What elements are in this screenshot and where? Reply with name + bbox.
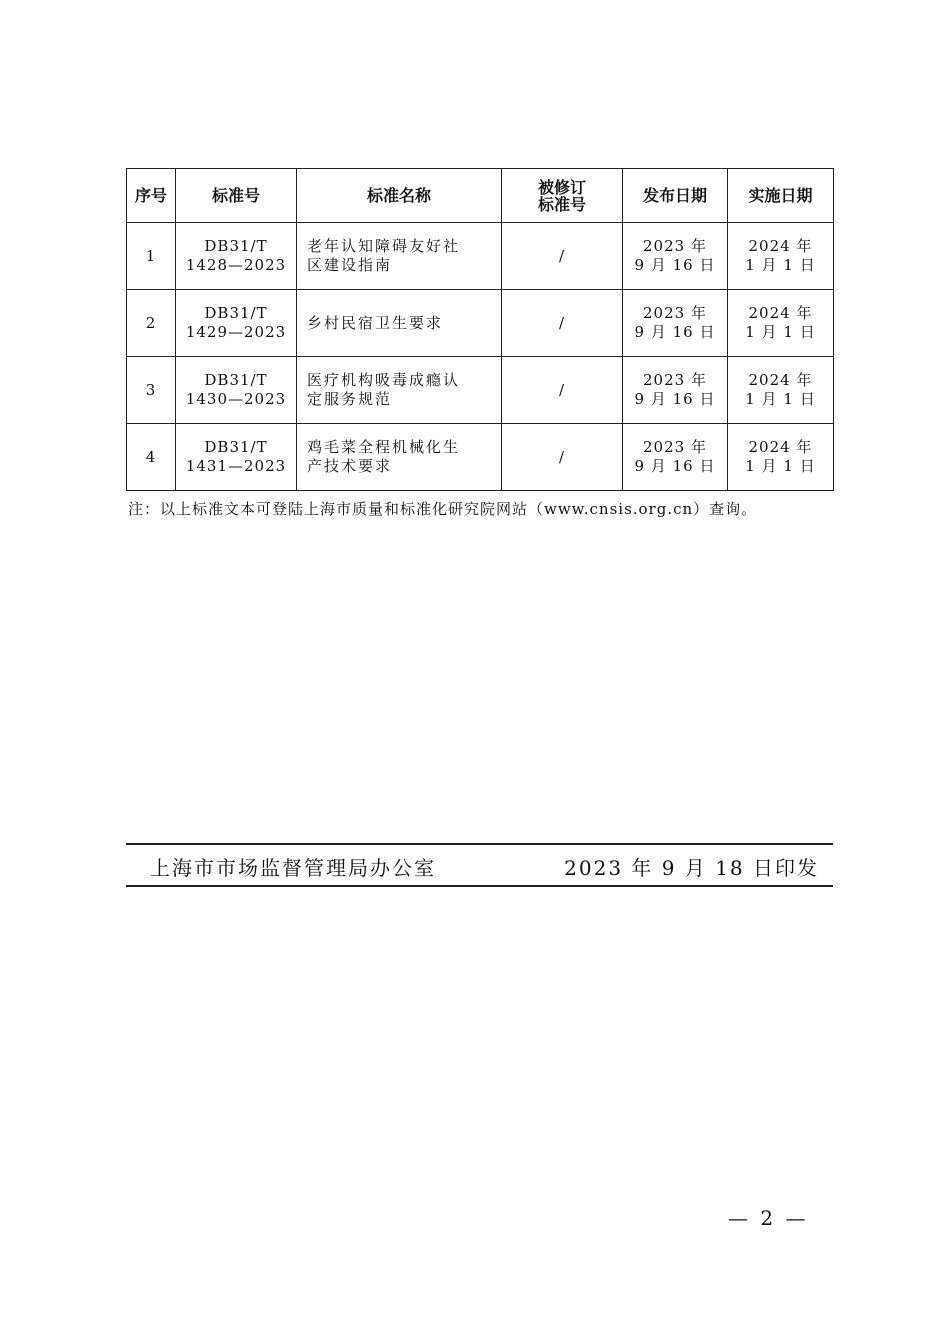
cell-seq: 2	[127, 290, 176, 357]
cell-code: DB31/T 1430—2023	[176, 357, 297, 424]
cell-effective-date: 2024 年 1 月 1 日	[728, 223, 834, 290]
cell-code: DB31/T 1431—2023	[176, 424, 297, 491]
header-standard-name: 标准名称	[297, 169, 502, 223]
header-revised-code: 被修订 标准号	[502, 169, 623, 223]
cell-revised: /	[502, 357, 623, 424]
cell-name: 鸡毛菜全程机械化生 产技术要求	[297, 424, 502, 491]
standards-table	[126, 168, 834, 491]
issue-date: 2023 年 9 月 18 日印发	[564, 856, 819, 880]
cell-name: 医疗机构吸毒成瘾认 定服务规范	[297, 357, 502, 424]
cell-code: DB31/T 1428—2023	[176, 223, 297, 290]
cell-name: 乡村民宿卫生要求	[297, 290, 502, 357]
cell-publish-date: 2023 年 9 月 16 日	[623, 424, 728, 491]
table-header-row	[127, 169, 834, 223]
table-row	[127, 223, 834, 290]
cell-publish-date: 2023 年 9 月 16 日	[623, 290, 728, 357]
cell-seq: 4	[127, 424, 176, 491]
cell-seq: 3	[127, 357, 176, 424]
cell-name: 老年认知障碍友好社 区建设指南	[297, 223, 502, 290]
header-publish-date: 发布日期	[623, 169, 728, 223]
cell-revised: /	[502, 290, 623, 357]
cell-revised: /	[502, 223, 623, 290]
header-seq: 序号	[127, 169, 176, 223]
cell-code: DB31/T 1429—2023	[176, 290, 297, 357]
cell-effective-date: 2024 年 1 月 1 日	[728, 424, 834, 491]
cell-publish-date: 2023 年 9 月 16 日	[623, 223, 728, 290]
table-row	[127, 424, 834, 491]
cell-effective-date: 2024 年 1 月 1 日	[728, 357, 834, 424]
table-row	[127, 357, 834, 424]
cell-seq: 1	[127, 223, 176, 290]
issuer-name: 上海市市场监督管理局办公室	[150, 856, 436, 880]
cell-revised: /	[502, 424, 623, 491]
page-number: — 2 —	[728, 1206, 809, 1230]
issuance-footer	[126, 843, 833, 887]
header-standard-code: 标准号	[176, 169, 297, 223]
cell-publish-date: 2023 年 9 月 16 日	[623, 357, 728, 424]
cell-effective-date: 2024 年 1 月 1 日	[728, 290, 834, 357]
table-note: 注：以上标准文本可登陆上海市质量和标准化研究院网站（www.cnsis.org.cn）查询。	[128, 500, 758, 518]
table-row	[127, 290, 834, 357]
header-effective-date: 实施日期	[728, 169, 834, 223]
